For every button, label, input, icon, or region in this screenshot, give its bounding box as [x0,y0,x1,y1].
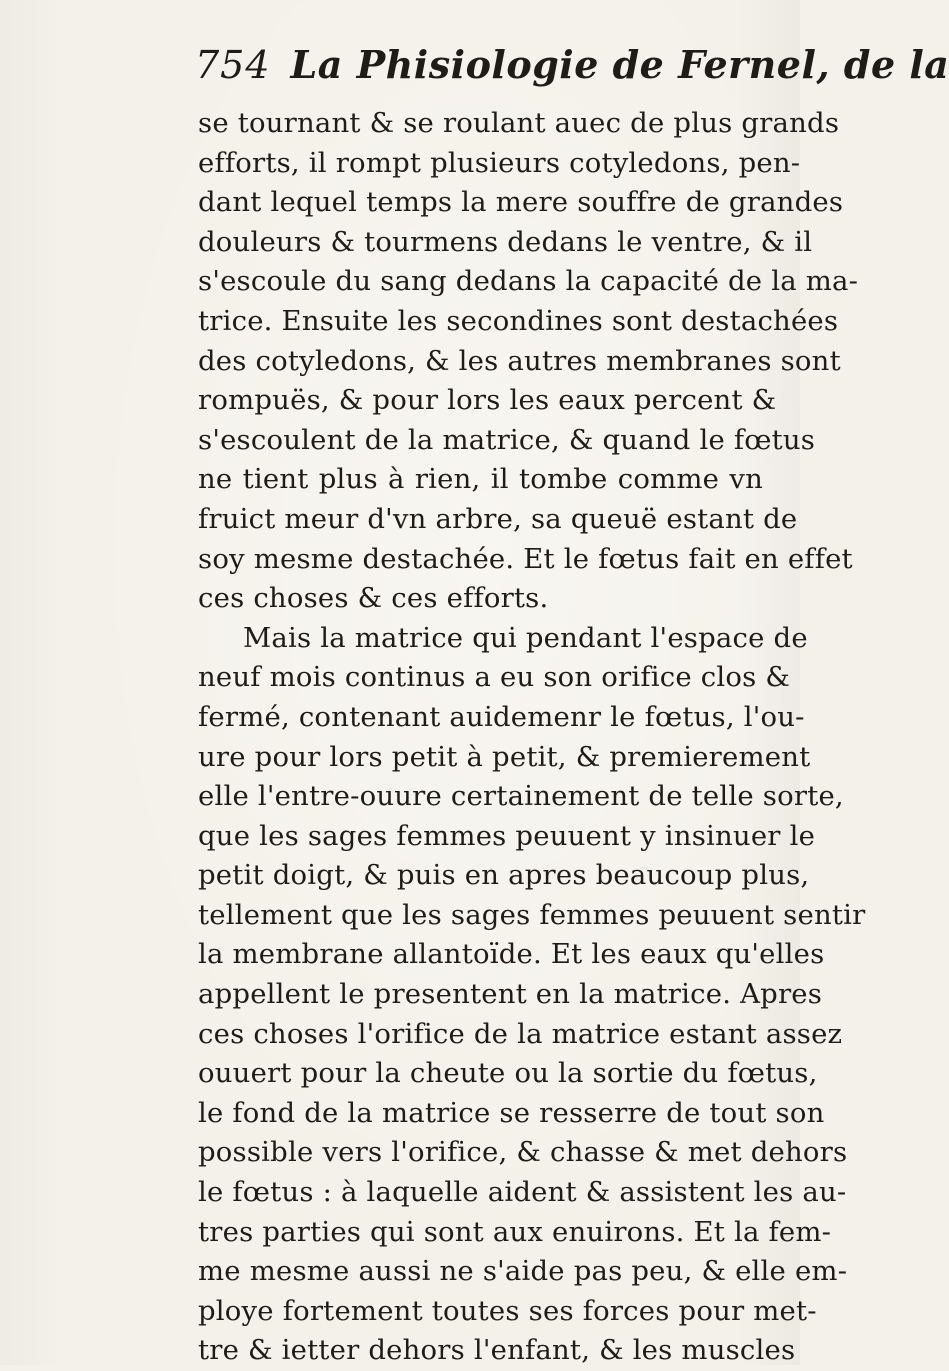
text-line: ure pour lors petit à petit, & premierement [198,740,811,773]
text-line: petit doigt, & puis en apres beaucoup plus, [198,859,810,892]
text-line: elle l'entre-ouure certainement de telle sorte, [198,780,844,813]
text-line: douleurs & tourmens dedans le ventre, & il [198,225,813,258]
text-line: efforts, il rompt plusieurs cotyledons, pen- [198,146,801,179]
text-line: me mesme aussi ne s'aide pas peu, & elle em- [198,1255,848,1288]
text-line: ces choses l'orifice de la matrice estant assez [198,1017,843,1050]
text-line: soy mesme destachée. Et le fœtus fait en effet [198,542,853,575]
paragraph-start-line: Mais la matrice qui pendant l'espace de [243,621,808,654]
text-line: s'escoule du sang dedans la capacité de la ma- [198,265,859,298]
text-line: ces choses & ces efforts. [198,582,549,615]
text-line: rompuës, & pour lors les eaux percent & [198,384,777,417]
text-line: le fond de la matrice se resserre de tout son [198,1096,825,1129]
text-line: s'escoulent de la matrice, & quand le fœtus [198,423,816,456]
text-line: le fœtus : à laquelle aident & assistent les au- [198,1176,847,1209]
text-line: dant lequel temps la mere souffre de grandes [198,186,844,219]
page-header [195,42,949,102]
text-line: la membrane allantoïde. Et les eaux qu'elles [198,938,825,971]
page-number: 754 [195,43,271,87]
text-line: des cotyledons, & les autres membranes sont [198,344,841,377]
text-line: appellent le presentent en la matrice. Apres [198,978,823,1011]
text-line: ne tient plus à rien, il tombe comme vn [198,463,763,496]
text-line: ploye fortement toutes ses forces pour met- [198,1294,817,1327]
body-text [198,104,866,1371]
text-line: tre & ietter dehors l'enfant, & les muscles [198,1334,796,1367]
text-line: possible vers l'orifice, & chasse & met dehors [198,1136,848,1169]
text-line: neuf mois continus a eu son orifice clos & [198,661,791,694]
text-line: fruict meur d'vn arbre, sa queuë estant de [198,502,798,535]
text-line: se tournant & se roulant auec de plus grands [198,107,840,139]
text-line: ouuert pour la cheute ou la sortie du fœtus, [198,1057,818,1090]
text-line: que les sages femmes peuuent y insinuer le [198,819,816,852]
text-line: tellement que les sages femmes peuuent sentir [198,898,866,931]
text-line: fermé, contenant auidemenr le fœtus, l'ou- [198,700,805,733]
text-line: tres parties qui sont aux enuirons. Et la fem- [198,1215,832,1248]
running-title: La Phisiologie de Fernel, de la [290,42,949,87]
text-line: trice. Ensuite les secondines sont destachées [198,304,839,337]
